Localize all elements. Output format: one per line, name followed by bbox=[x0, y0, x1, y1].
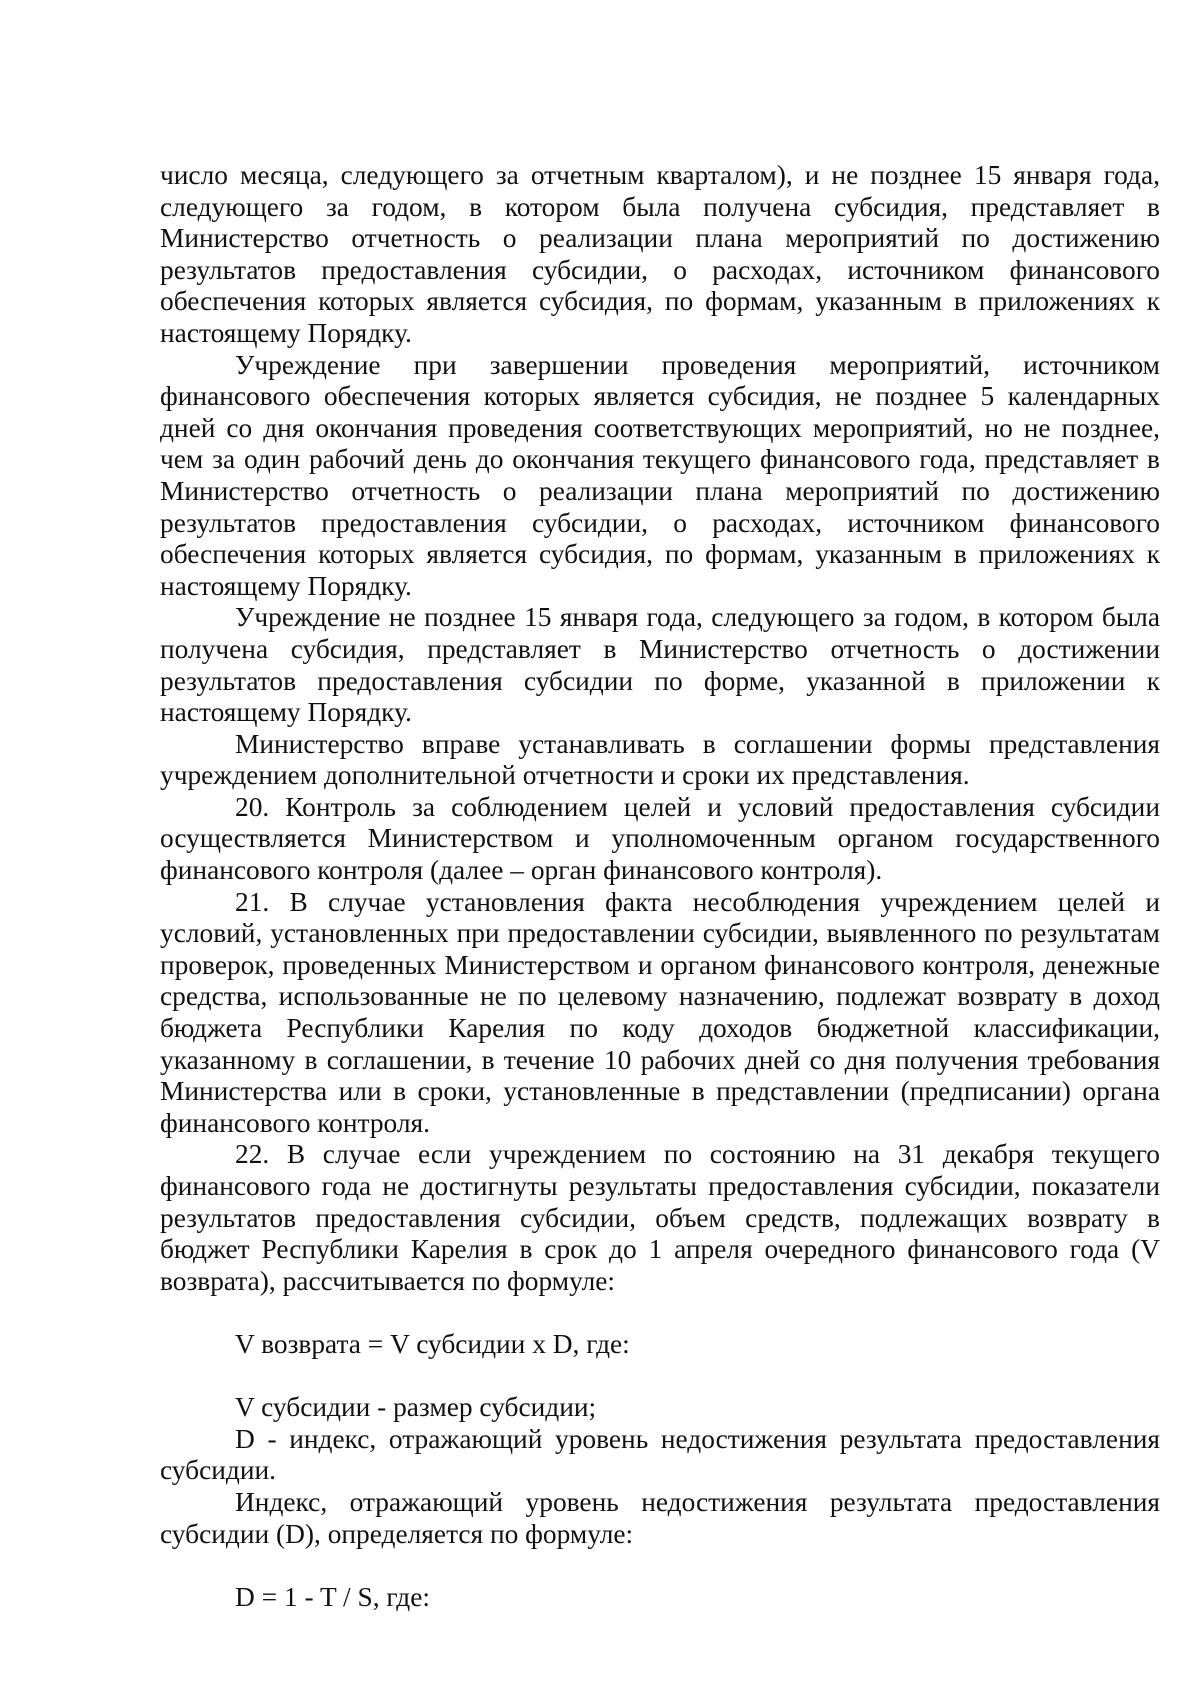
document-page bbox=[160, 160, 1160, 1613]
spacer bbox=[160, 1361, 1160, 1393]
paragraph-reporting-deadline-continued: число месяца, следующего за отчетным кварталом), и не позднее 15 января года, следующего за годом, в котором была получена субсидия, представляет в Министерство отчетность о реализации плана мероприятий по достижению результатов предоставления субсидии, о расходах, источником финансового обеспечения которых является субсидия, по формам, указанным в приложениях к настоящему Порядку. bbox=[160, 160, 1160, 348]
paragraph-item-21: 21. В случае установления факта несоблюдения учреждением целей и условий, установленных при предоставлении субсидии, выявленного по результатам проверок, проведенных Министерством и органом финансового контроля, денежные средства, использованные не по целевому назначению, подлежат возврату в доход бюджета Республики Карелия по коду доходов бюджетной классификации, указанному в соглашении, в течение 10 рабочих дней со дня получения требования Министерства или в сроки, установленные в представлении (предписании) органа финансового контроля. bbox=[160, 886, 1160, 1138]
paragraph-item-22: 22. В случае если учреждением по состоянию на 31 декабря текущего финансового года не достигнуты результаты предоставления субсидии, показатели результатов предоставления субсидии, объем средств, подлежащих возврату в бюджет Республики Карелия в срок до 1 апреля очередного финансового года (V возврата), рассчитывается по формуле: bbox=[160, 1139, 1160, 1296]
paragraph-report-on-results: Учреждение не позднее 15 января года, следующего за годом, в котором была получена субсидия, представляет в Министерство отчетность о достижении результатов предоставления субсидии по форме, указанной в приложении к настоящему Порядку. bbox=[160, 602, 1160, 728]
formula-refund-amount: V возврата = V субсидии x D, где: bbox=[235, 1328, 630, 1359]
spacer bbox=[160, 1297, 1160, 1329]
spacer bbox=[160, 1550, 1160, 1582]
paragraph-additional-reporting: Министерство вправе устанавливать в соглашении формы представления учреждением дополнительной отчетности и сроки их представления. bbox=[160, 728, 1160, 791]
paragraph-report-on-completion: Учреждение при завершении проведения мероприятий, источником финансового обеспечения которых является субсидия, не позднее 5 календарных дней со дня окончания проведения соответствующих мероприятий, но не позднее, чем за один рабочий день до окончания текущего финансового года, представляет в Министерство отчетность о реализации плана мероприятий по достижению результатов предоставления субсидии, о расходах, источником финансового обеспечения которых является субсидия, по формам, указанным в приложениях к настоящему Порядку. bbox=[160, 349, 1160, 601]
paragraph-item-20: 20. Контроль за соблюдением целей и условий предоставления субсидии осуществляется Министерством и уполномоченным органом государственного финансового контроля (далее – орган финансового контроля). bbox=[160, 791, 1160, 886]
formula-index-d: D = 1 - T / S, где: bbox=[235, 1581, 430, 1612]
paragraph-index-formula-intro: Индекс, отражающий уровень недостижения результата предоставления субсидии (D), определяется по формуле: bbox=[160, 1486, 1160, 1549]
definition-index-d: D - индекс, отражающий уровень недостижения результата предоставления субсидии. bbox=[160, 1423, 1160, 1486]
definition-subsidy-size: V субсидии - размер субсидии; bbox=[235, 1392, 597, 1423]
